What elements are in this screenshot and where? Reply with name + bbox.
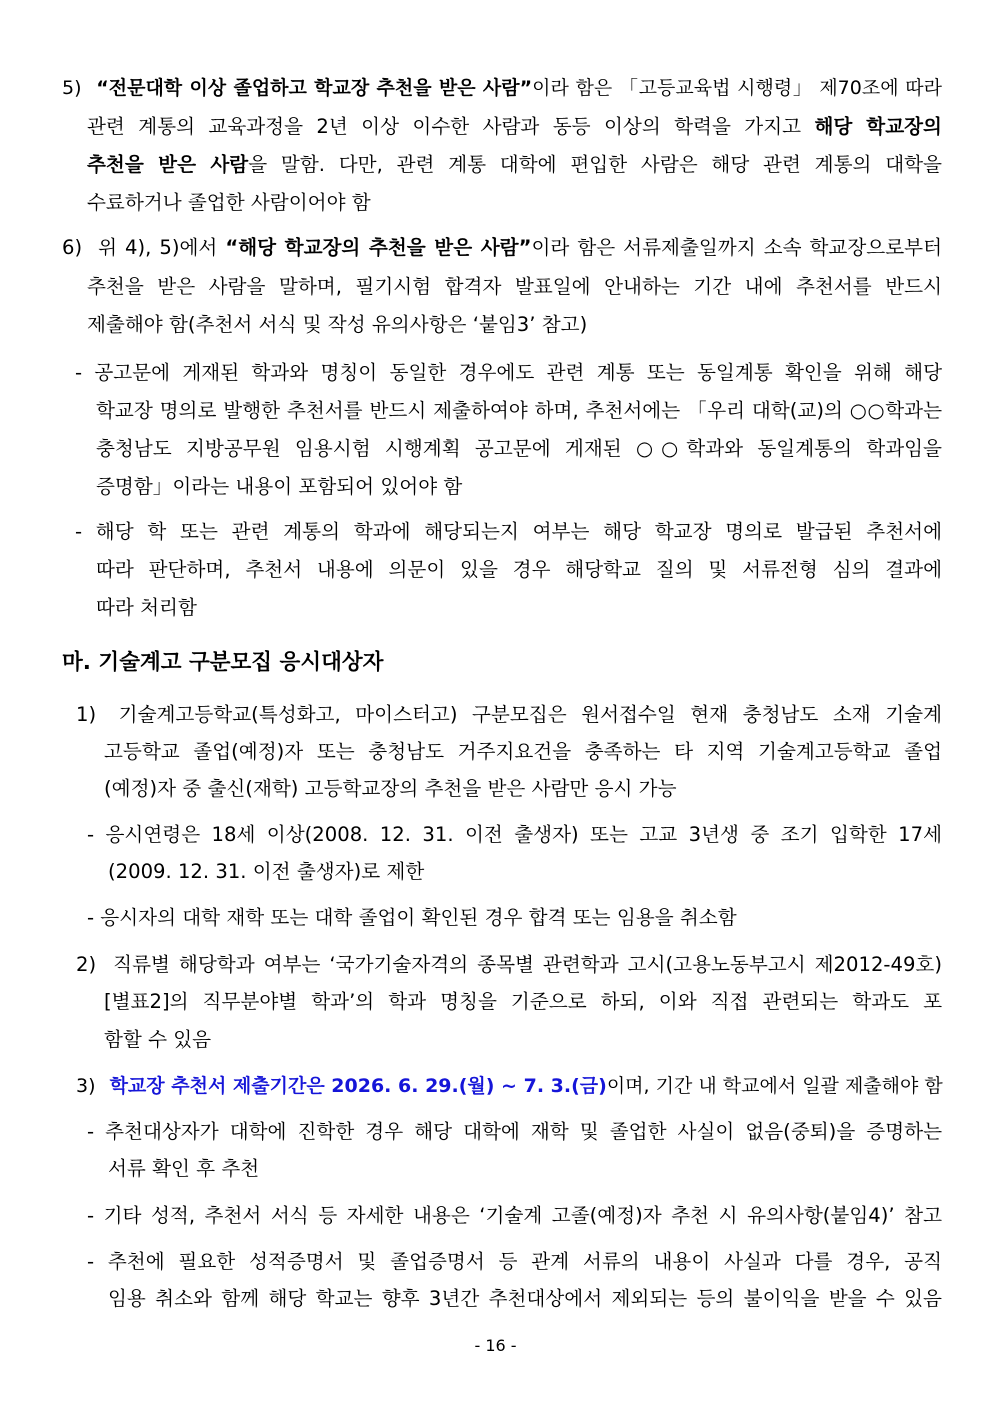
body-text: (2009. 12. 31. 이전 출생자)로 제한 <box>108 860 425 883</box>
section-item-1-line-2 <box>104 740 942 766</box>
body-text: 고등학교 졸업(예정)자 또는 충청남도 거주지요건을 충족하는 타 지역 기술계고등학교 졸업 <box>104 740 942 763</box>
item-5-line-1 <box>62 76 942 102</box>
section-item-3-dash-1-line-2 <box>108 1157 259 1183</box>
dash-item-1-line-4 <box>96 475 462 501</box>
body-text: 기술계고등학교(특성화고, 마이스터고) 구분모집은 원서접수일 현재 충청남도 소재 기술계 <box>118 703 943 726</box>
bold-term: 해당 학교장의 <box>814 115 942 138</box>
body-text: - 응시연령은 18세 이상(2008. 12. 31. 이전 출생자) 또는 고교 3년생 중 조기 입학한 17세 <box>87 823 942 846</box>
body-text: 직류별 해당학과 여부는 ‘국가기술자격의 종목별 관련학과 고시(고용노동부고시 제2012-49호) <box>113 953 943 976</box>
body-text: [별표2]의 직무분야별 학과’의 학과 명칭을 기준으로 하되, 이와 직접 관련되는 학과도 포 <box>104 990 942 1013</box>
item-number: 2) <box>76 953 97 976</box>
section-item-1-dash-2-line-1 <box>87 906 737 932</box>
section-item-1-line-3 <box>104 777 677 803</box>
section-item-2-line-3 <box>104 1028 211 1054</box>
section-item-1-dash-1-line-2 <box>108 860 424 886</box>
item-6-line-1 <box>62 236 942 262</box>
section-item-1-line-1 <box>76 703 942 729</box>
section-item-3-dash-1-line-1 <box>87 1120 942 1146</box>
section-item-3-line-1 <box>76 1074 942 1100</box>
item-number: 6) <box>62 236 83 259</box>
body-text: 을 말함. 다만, 관련 계통 대학에 편입한 사람은 해당 관련 계통의 대학을 <box>248 153 942 176</box>
body-text: 따라 판단하며, 추천서 내용에 의문이 있을 경우 해당학교 질의 및 서류전형 심의 결과에 <box>96 558 942 581</box>
item-6-line-2 <box>87 275 942 301</box>
item-5-line-4 <box>87 191 371 217</box>
body-text: - 추천에 필요한 성적증명서 및 졸업증명서 등 관계 서류의 내용이 사실과 다를 경우, 공직 <box>87 1250 942 1273</box>
section-item-2-line-1 <box>76 953 942 979</box>
body-text: - 기타 성적, 추천서 서식 등 자세한 내용은 ‘기술계 고졸(예정)자 추천 시 유의사항(붙임4)’ 참고 <box>87 1204 942 1227</box>
section-item-2-line-2 <box>104 990 942 1016</box>
body-text: 제출해야 함(추천서 서식 및 작성 유의사항은 ‘붙임3’ 참고) <box>87 313 588 336</box>
body-text: 함할 수 있음 <box>104 1028 212 1051</box>
item-number: 5) <box>62 77 82 99</box>
body-text: - 해당 학 또는 관련 계통의 학과에 해당되는지 여부는 해당 학교장 명의로 발급된 추천서에 <box>75 520 942 543</box>
section-item-3-dash-3-line-1 <box>87 1250 942 1276</box>
body-text: 따라 처리함 <box>96 596 197 619</box>
dash-item-1-line-2 <box>96 399 942 425</box>
body-text: 증명함」이라는 내용이 포함되어 있어야 함 <box>96 475 463 498</box>
body-text: - 공고문에 게재된 학과와 명칭이 동일한 경우에도 관련 계통 또는 동일계통 확인을 위해 해당 <box>75 361 942 384</box>
body-text: 충청남도 지방공무원 임용시험 시행계획 공고문에 게재된 ○○학과와 동일계통의 학과임을 <box>96 437 942 460</box>
highlighted-deadline: 학교장 추천서 제출기간은 2026. 6. 29.(월) ~ 7. 3.(금) <box>109 1075 607 1097</box>
section-item-1-dash-1-line-1 <box>87 823 942 849</box>
bold-term: “해당 학교장의 추천을 받은 사람” <box>225 236 532 259</box>
body-text: 관련 계통의 교육과정을 2년 이상 이수한 사람과 동등 이상의 학력을 가지고 <box>87 115 815 138</box>
item-5-line-3 <box>87 153 942 179</box>
page-number: - 16 - <box>474 1336 517 1355</box>
body-text: (예정)자 중 출신(재학) 고등학교장의 추천을 받은 사람만 응시 가능 <box>104 777 677 800</box>
body-text: 학교장 명의로 발행한 추천서를 반드시 제출하여야 하며, 추천서에는 「우리 대학(교)의 ○○학과는 <box>96 399 942 422</box>
body-text: 위 4), 5)에서 <box>98 236 226 259</box>
item-6-line-3 <box>87 313 587 339</box>
section-item-3-dash-2-line-1 <box>87 1204 942 1230</box>
body-text: - 추천대상자가 대학에 진학한 경우 해당 대학에 재학 및 졸업한 사실이 없음(중퇴)을 증명하는 <box>87 1120 942 1143</box>
body-text: 이라 함은 「고등교육법 시행령」 제70조에 따라 <box>532 77 942 99</box>
dash-item-2-line-2 <box>96 558 942 584</box>
bold-term: 추천을 받은 사람 <box>87 153 249 176</box>
dash-item-1-line-1 <box>75 361 942 387</box>
body-text: 이며, 기간 내 학교에서 일괄 제출해야 함 <box>606 1075 943 1097</box>
dash-item-2-line-1 <box>75 520 942 546</box>
section-item-3-dash-3-line-2 <box>108 1287 942 1313</box>
item-number: 3) <box>76 1075 96 1097</box>
body-text: 이라 함은 서류제출일까지 소속 학교장으로부터 <box>531 236 942 259</box>
bold-term: “전문대학 이상 졸업하고 학교장 추천을 받은 사람” <box>96 77 533 99</box>
body-text: 수료하거나 졸업한 사람이어야 함 <box>87 191 371 214</box>
body-text: 서류 확인 후 추천 <box>108 1157 260 1180</box>
section-heading: 마. 기술계고 구분모집 응시대상자 <box>62 650 384 675</box>
body-text: - 응시자의 대학 재학 또는 대학 졸업이 확인된 경우 합격 또는 임용을 취소함 <box>87 906 737 929</box>
dash-item-1-line-3 <box>96 437 942 463</box>
body-text: 임용 취소와 함께 해당 학교는 향후 3년간 추천대상에서 제외되는 등의 불이익을 받을 수 있음 <box>108 1287 942 1310</box>
body-text: 추천을 받은 사람을 말하며, 필기시험 합격자 발표일에 안내하는 기간 내에 추천서를 반드시 <box>87 275 942 298</box>
dash-item-2-line-3 <box>96 596 197 622</box>
item-number: 1) <box>76 703 97 726</box>
item-5-line-2 <box>87 115 942 141</box>
